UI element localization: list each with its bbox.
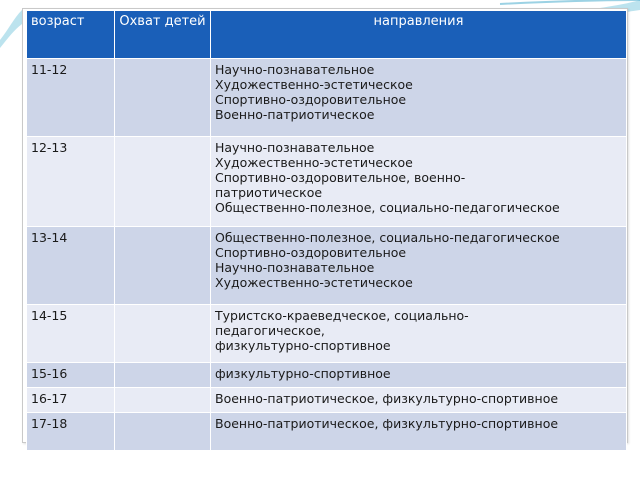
age-cell: 17-18	[27, 413, 115, 451]
direction-item: Военно-патриотическое	[215, 107, 375, 122]
coverage-cell	[115, 59, 211, 137]
table-row	[27, 413, 627, 451]
direction-item: Художественно-эстетическое	[215, 77, 413, 92]
age-cell: 15-16	[27, 363, 115, 388]
directions-cell	[211, 137, 627, 227]
table-row	[27, 305, 627, 363]
direction-item: Общественно-полезное, социально-педагогическое	[215, 200, 560, 215]
age-cell: 11-12	[27, 59, 115, 137]
directions-cell	[211, 363, 627, 388]
direction-item: Научно-познавательное	[215, 62, 375, 77]
table-row	[27, 137, 627, 227]
age-cell: 14-15	[27, 305, 115, 363]
coverage-cell	[115, 227, 211, 305]
coverage-cell	[115, 363, 211, 388]
directions-table	[26, 10, 627, 451]
coverage-cell	[115, 413, 211, 451]
directions-cell	[211, 305, 627, 363]
direction-item: Военно-патриотическое, физкультурно-спортивное	[215, 416, 559, 431]
direction-item: Военно-патриотическое, физкультурно-спортивное	[215, 391, 559, 406]
header-coverage: Охват детей	[115, 11, 211, 59]
header-age: возраст	[27, 11, 115, 59]
direction-item: Научно-познавательное	[215, 260, 375, 275]
direction-item: Туристско-краеведческое, социально-	[215, 308, 469, 323]
direction-item: Общественно-полезное, социально-педагогическое	[215, 230, 560, 245]
direction-item: физкультурно-спортивное	[215, 366, 391, 381]
header-directions: направления	[211, 11, 627, 59]
direction-item: Художественно-эстетическое	[215, 155, 413, 170]
age-cell: 12-13	[27, 137, 115, 227]
table-row	[27, 363, 627, 388]
age-cell: 13-14	[27, 227, 115, 305]
direction-item: Спортивно-оздоровительное, военно-	[215, 170, 466, 185]
directions-cell	[211, 388, 627, 413]
directions-cell	[211, 59, 627, 137]
direction-item: Спортивно-оздоровительное	[215, 92, 407, 107]
directions-cell	[211, 227, 627, 305]
coverage-cell	[115, 137, 211, 227]
header-row	[27, 11, 627, 59]
age-cell: 16-17	[27, 388, 115, 413]
direction-item: педагогическое,	[215, 323, 325, 338]
coverage-cell	[115, 388, 211, 413]
direction-item: Художественно-эстетическое	[215, 275, 413, 290]
direction-item: физкультурно-спортивное	[215, 338, 391, 353]
table-row	[27, 59, 627, 137]
direction-item: Научно-познавательное	[215, 140, 375, 155]
direction-item: Спортивно-оздоровительное	[215, 245, 407, 260]
directions-cell	[211, 413, 627, 451]
table-row	[27, 388, 627, 413]
table-row	[27, 227, 627, 305]
direction-item: патриотическое	[215, 185, 323, 200]
coverage-cell	[115, 305, 211, 363]
